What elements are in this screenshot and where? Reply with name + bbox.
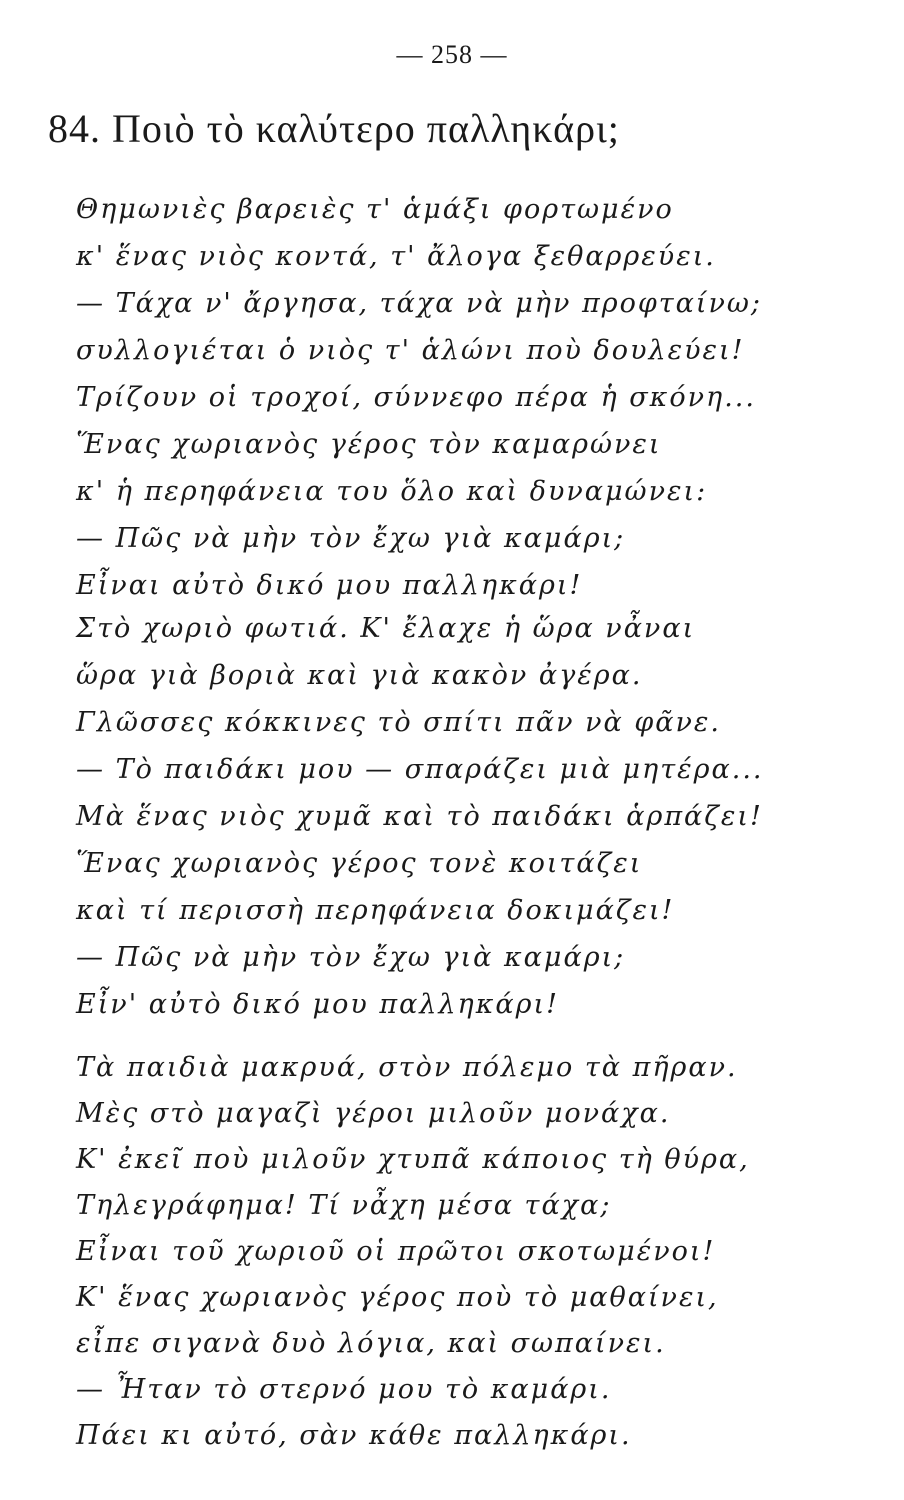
verse-line: καὶ τί περισσὴ περηφάνεια δοκιμάζει! bbox=[76, 895, 675, 926]
verse-line: ὥρα γιὰ βοριὰ καὶ γιὰ κακὸν ἀγέρα. bbox=[76, 660, 643, 691]
verse-line: — Τὸ παιδάκι μου — σπαράζει μιὰ μητέρα... bbox=[76, 754, 764, 785]
verse-line: Κ' ἕνας χωριανὸς γέρος ποὺ τὸ μαθαίνει, bbox=[76, 1282, 719, 1313]
poem-title: 84. Ποιὸ τὸ καλύτερο παλληκάρι; bbox=[48, 106, 620, 151]
verse-line: Ἕνας χωριανὸς γέρος τονὲ κοιτάζει bbox=[76, 848, 643, 879]
stanza-2 bbox=[76, 605, 856, 1028]
verse-line: Μὰ ἕνας νιὸς χυμᾶ καὶ τὸ παιδάκι ἁρπάζει! bbox=[76, 801, 763, 832]
verse-line: Γλῶσσες κόκκινες τὸ σπίτι πᾶν νὰ φᾶνε. bbox=[76, 707, 721, 738]
stanza-3 bbox=[76, 1045, 856, 1459]
verse-line: Εἶναι αὐτὸ δικό μου παλληκάρι! bbox=[76, 570, 583, 601]
stanza-1 bbox=[76, 186, 856, 609]
verse-line: κ' ἡ περηφάνεια του ὅλο καὶ δυναμώνει: bbox=[76, 476, 708, 507]
verse-line: Θημωνιὲς βαρειὲς τ' ἁμάξι φορτωμένο bbox=[76, 194, 674, 225]
verse-line: — Πῶς νὰ μὴν τὸν ἔχω γιὰ καμάρι; bbox=[76, 942, 626, 973]
verse-line: Τὰ παιδιὰ μακρυά, στὸν πόλεμο τὰ πῆραν. bbox=[76, 1052, 738, 1083]
verse-line: Εἶν' αὐτὸ δικό μου παλληκάρι! bbox=[76, 989, 559, 1020]
verse-line: Στὸ χωριὸ φωτιά. Κ' ἔλαχε ἡ ὥρα νἆναι bbox=[76, 613, 696, 644]
verse-line: εἶπε σιγανὰ δυὸ λόγια, καὶ σωπαίνει. bbox=[76, 1328, 666, 1359]
verse-line: Μὲς στὸ μαγαζὶ γέροι μιλοῦν μονάχα. bbox=[76, 1098, 671, 1129]
verse-line: — Πῶς νὰ μὴν τὸν ἔχω γιὰ καμάρι; bbox=[76, 523, 626, 554]
verse-line: συλλογιέται ὁ νιὸς τ' ἁλώνι ποὺ δουλεύει! bbox=[76, 335, 745, 366]
verse-line: Τρίζουν οἱ τροχοί, σύννεφο πέρα ἡ σκόνη... bbox=[76, 382, 756, 413]
verse-line: Τηλεγράφημα! Τί νἆχη μέσα τάχα; bbox=[76, 1190, 612, 1221]
verse-line: Ἕνας χωριανὸς γέρος τὸν καμαρώνει bbox=[76, 429, 662, 460]
verse-line: — Ἦταν τὸ στερνό μου τὸ καμάρι. bbox=[76, 1374, 612, 1405]
verse-line: Κ' ἐκεῖ ποὺ μιλοῦν χτυπᾶ κάποιος τὴ θύρα, bbox=[76, 1144, 750, 1175]
verse-line: — Τάχα ν' ἄργησα, τάχα νὰ μὴν προφταίνω; bbox=[76, 288, 763, 319]
verse-line: Εἶναι τοῦ χωριοῦ οἱ πρῶτοι σκοτωμένοι! bbox=[76, 1236, 716, 1267]
verse-line: κ' ἕνας νιὸς κοντά, τ' ἄλογα ξεθαρρεύει. bbox=[76, 241, 716, 272]
verse-line: Πάει κι αὐτό, σὰν κάθε παλληκάρι. bbox=[76, 1420, 632, 1451]
page-number: — 258 — bbox=[396, 40, 508, 69]
